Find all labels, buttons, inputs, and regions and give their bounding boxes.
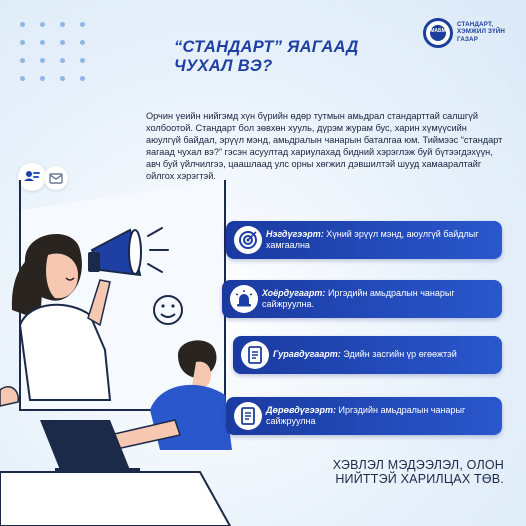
logo (423, 16, 523, 52)
point-3 (233, 336, 502, 374)
logo-text-line-2: ХЭМЖИЛ ЗҮЙН (457, 28, 506, 36)
point-2-text: Иргэдийн амьдралын чанарыг сайжруулна. (262, 288, 455, 309)
logo-text-line-1: СТАНДАРТ, (457, 21, 494, 28)
point-1-text: Хүний эрүүл мэнд, аюулгүй байдлыг хамгаална (266, 229, 479, 250)
title-line-2: ЧУХАЛ ВЭ? (174, 57, 273, 75)
logo-text (457, 21, 505, 43)
document-icon (241, 341, 269, 369)
point-4 (226, 397, 502, 435)
title-line-1: “СТАНДАРТ” ЯАГААД (174, 38, 359, 56)
target-icon (234, 226, 262, 254)
point-2-label: Хоёрдугаарт: (262, 288, 326, 298)
intro-paragraph: Орчин үеийн нийгэмд хүн бүрийн өдөр тутмын амьдрал стандарттай салшгүй холбоотой. Стандарт бол зөвхөн хууль, дүрэм журам бус, харин хүмүүсийн аюулгүй байдал, эрүүл мэнд, амьдралын чанарын баталгаа юм. Тиймээс “стандарт яагаад чухал вэ?” гэсэн асуултад хариулахад бидний хэрэглэж буй бүтээгдэхүүн, авч буй үйлчилгээ, цаашлаад улс орны хөгжил дэвшилтэй шууд хамааралтайг ойлгох хэрэгтэй. (146, 111, 503, 182)
footer-line-2: НИЙТТЭЙ ХАРИЛЦАХ ТӨВ. (335, 472, 504, 486)
point-3-text: Эдийн засгийн үр өгөөжтэй (343, 349, 457, 359)
footer-line-1: ХЭВЛЭЛ МЭДЭЭЛЭЛ, ОЛОН (332, 458, 504, 472)
point-1 (226, 221, 502, 259)
point-2 (222, 280, 502, 318)
decorative-dot-grid (20, 22, 100, 92)
logo-text-line-3: ГАЗАР (457, 35, 479, 43)
footer-org-name (333, 458, 504, 486)
point-4-label: Дөрөвдүгээрт: (266, 405, 337, 415)
page-title (174, 38, 394, 76)
point-1-label: Нэгдүгээрт: (266, 229, 324, 239)
point-4-text: Иргэдийн амьдралын чанарыг сайжруулна (266, 405, 466, 426)
document-icon (234, 402, 262, 430)
alarm-icon (230, 285, 258, 313)
logo-abbreviation: МАБМ (430, 28, 446, 34)
point-3-label: Гуравдугаарт: (273, 349, 341, 359)
